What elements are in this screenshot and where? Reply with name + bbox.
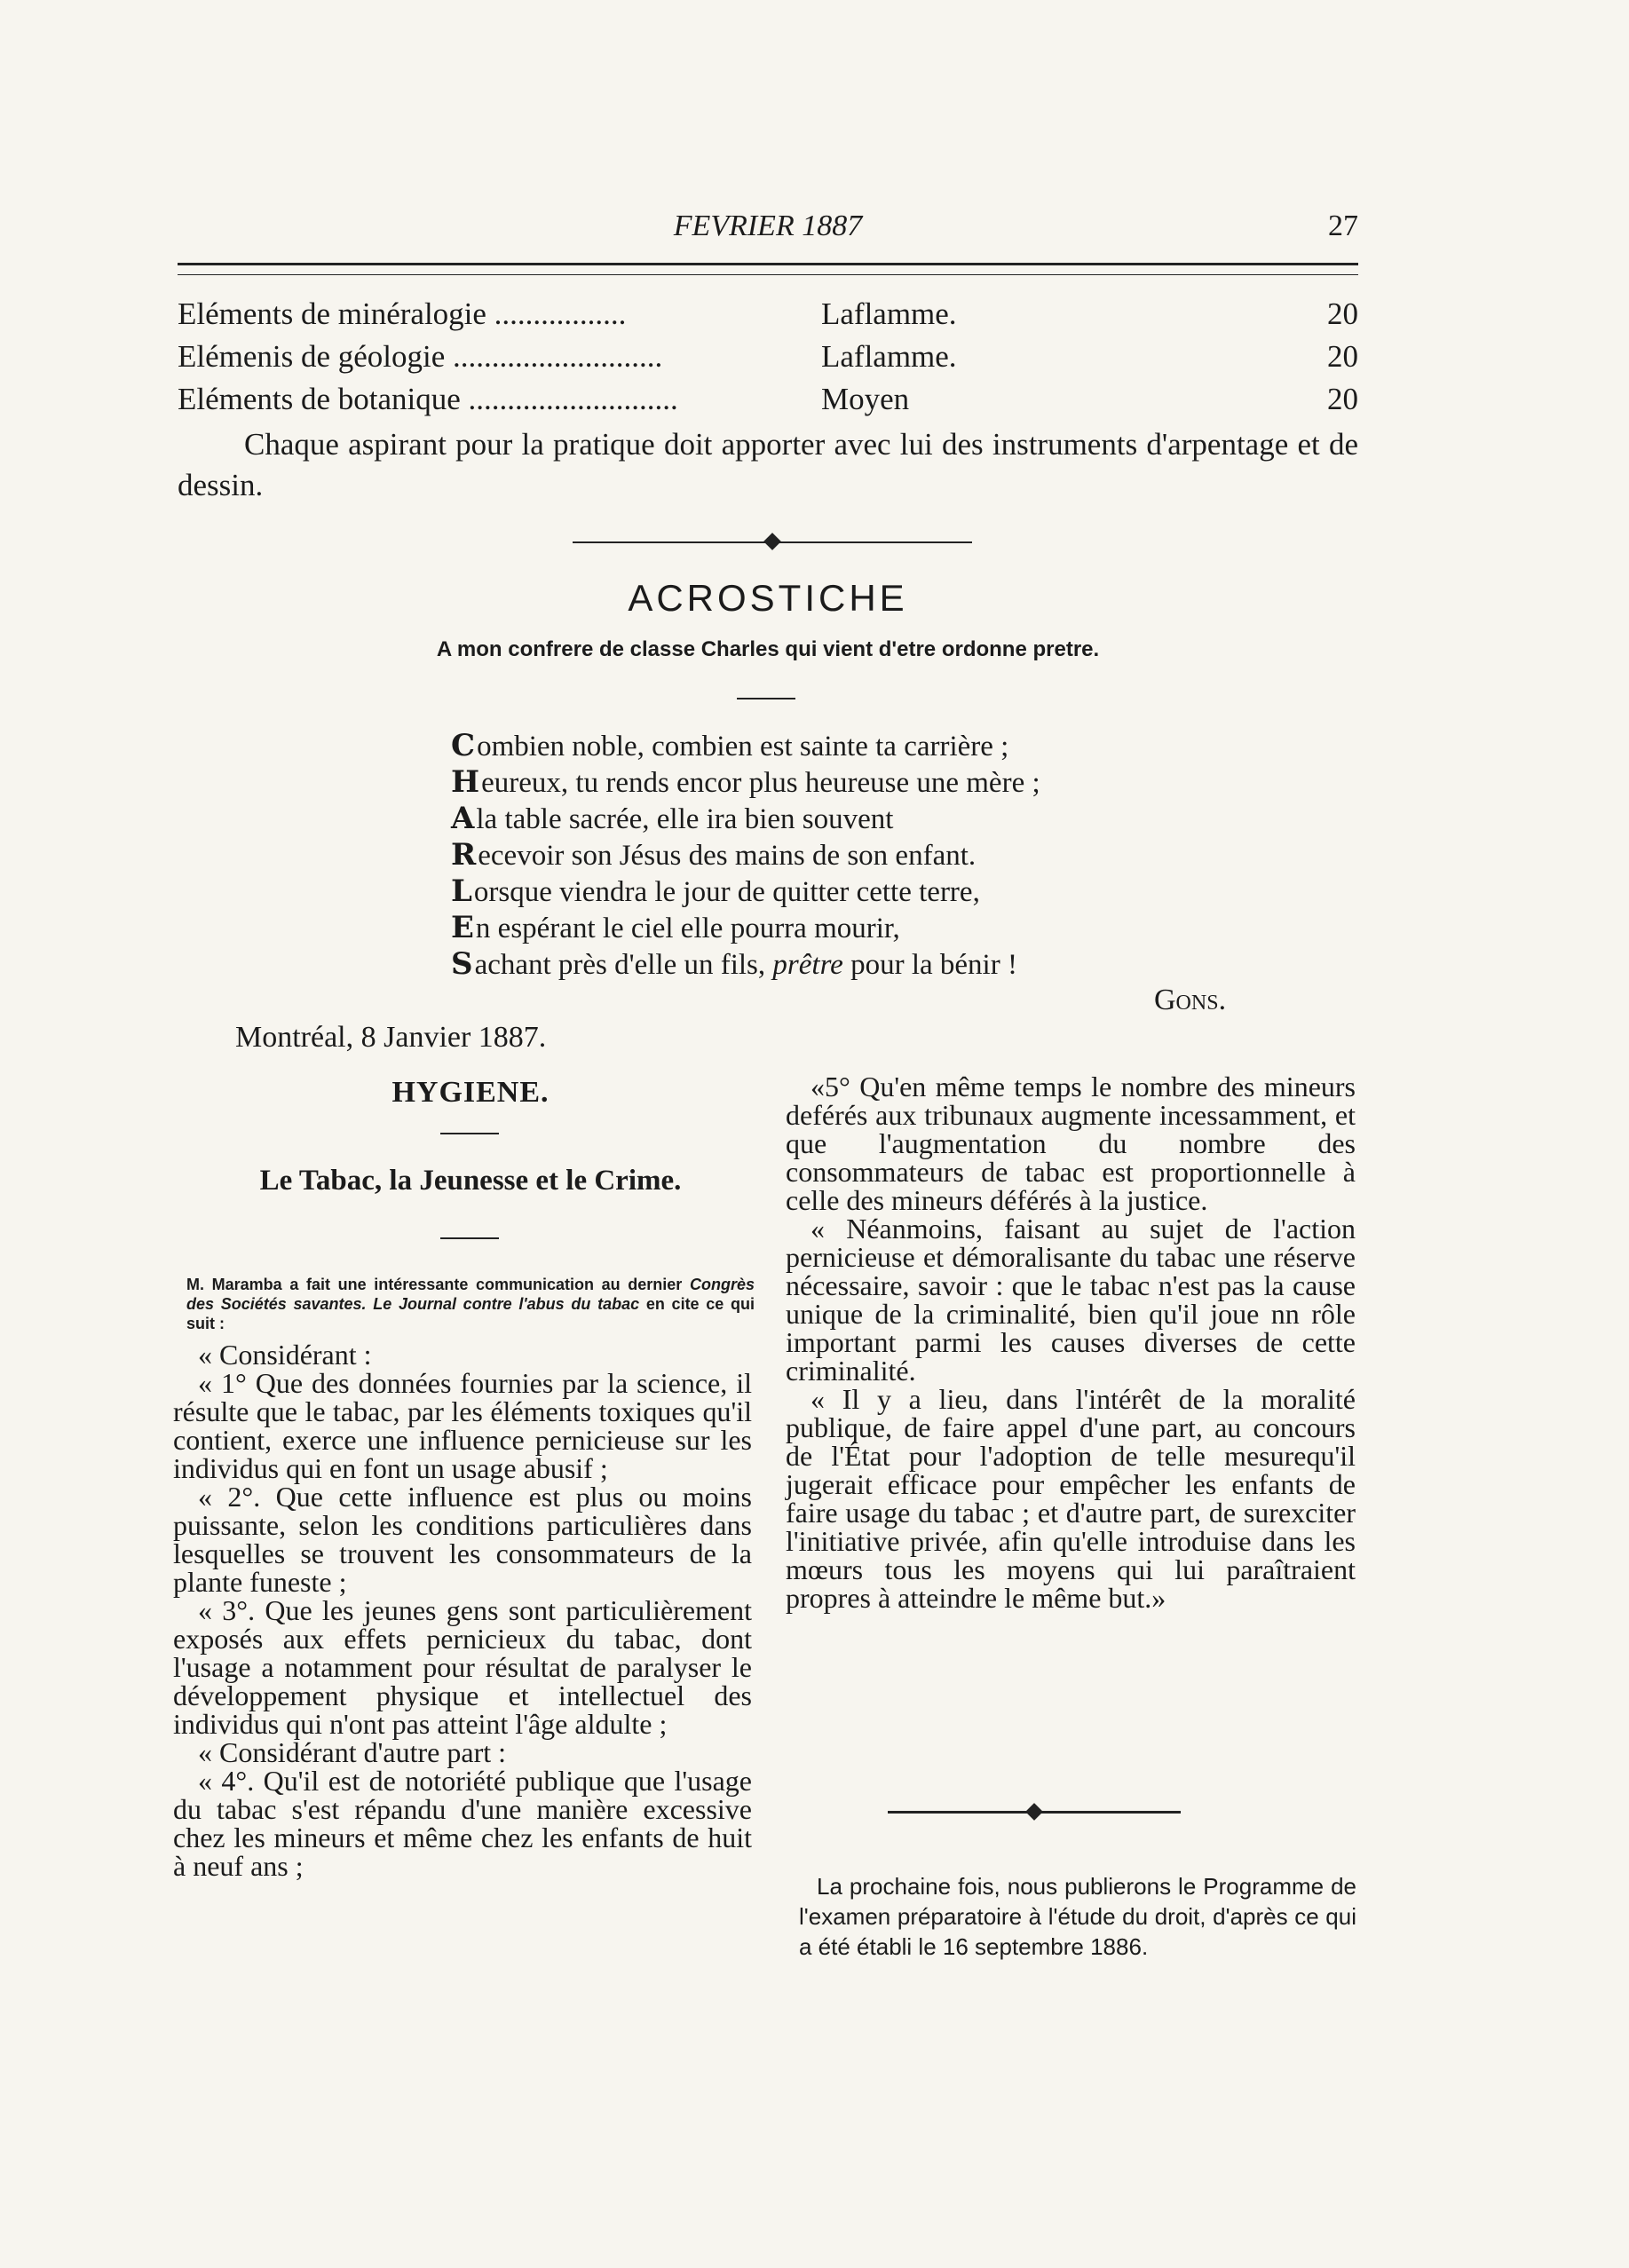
acrostic-title: ACROSTICHE [628, 577, 908, 619]
poem-line-text: la table sacrée, elle ira bien souvent [476, 803, 894, 835]
book-price: 20 [1327, 296, 1358, 331]
book-row [178, 296, 1358, 337]
poem-line-text: orsque viendra le jour de quitter cette terre, [473, 876, 980, 908]
page-header [178, 209, 1358, 254]
poem-line-text: n espérant le ciel elle pourra mourir, [475, 913, 900, 944]
article-paragraph: « Il y a lieu, dans l'intérêt de la moralité publique, de faire appel d'une part, au concours de l'État pour l'adoption de telle mesurequ'il jugerait efficace pour empêcher les enfants de faire usage du tabac ; et d'autre part, de surexciter l'initiative privée, afin qu'elle introduise dans les mœurs tous les moyens qui lui paraîtraient propres à atteindre le même but.» [786, 1383, 1356, 1614]
poem-line [451, 764, 1250, 801]
poem-dateline: Montréal, 8 Janvier 1887. [235, 1021, 547, 1054]
book-title: Eléments de botanique ........................... [178, 382, 678, 416]
poem-line [451, 801, 1250, 837]
poem-line [451, 837, 1250, 873]
announcement-text: La prochaine fois, nous publierons le Programme de l'examen préparatoire à l'étude du droit, d'après ce qui a été établi le 16 septembre 1886. [799, 1873, 1356, 1960]
article-intro [186, 1275, 755, 1333]
ornament-divider [888, 1808, 1181, 1817]
acrostic-initial: S [451, 946, 473, 982]
book-row [178, 339, 1358, 380]
article-paragraph: «5° Qu'en même temps le nombre des mineurs deférés aux tribunaux augmente incessamment, et que l'augmentation du nombre des consommateurs de tabac est proportionnelle à celle des mineurs déférés à la justice. [786, 1071, 1356, 1216]
book-row [178, 382, 1358, 423]
article-paragraph: « Néanmoins, faisant au sujet de l'action pernicieuse et démoralisante du tabac une réserve nécessaire, savoir : que le tabac n'est pas la cause unique de la criminalité, bien qu'il joue nn rôle important parmi les causes diverses de cette criminalité. [786, 1213, 1356, 1387]
emphasized-word: prêtre [772, 949, 843, 981]
article-left-column [173, 1340, 752, 1880]
acrostic-poem [451, 728, 1250, 983]
acrostic-initial: R [451, 837, 477, 873]
acrostic-initial: C [451, 728, 476, 763]
acrostic-initial: A [451, 801, 475, 836]
book-author: Moyen [821, 382, 910, 416]
acrostic-initial: H [451, 764, 480, 800]
header-rule [178, 263, 1358, 275]
article-paragraph: « 2°. Que cette influence est plus ou moins puissante, selon les conditions particulières dans lesquelles se trouvent les consommateurs de la plante funeste ; [173, 1481, 752, 1598]
poem-line-text: achant près d'elle un fils, [474, 949, 766, 981]
short-rule [440, 1237, 499, 1239]
next-issue-announcement [799, 1871, 1356, 1962]
article-paragraph: « Considérant : [198, 1339, 372, 1371]
poem-line [451, 946, 1250, 983]
acrostic-initial: L [451, 873, 472, 909]
article-title: Le Tabac, la Jeunesse et le Crime. [259, 1165, 682, 1197]
intro-italic: Le Journal contre l'abus du tabac [373, 1295, 640, 1313]
intro-text: M. Maramba a fait une intéressante communication au dernier [186, 1276, 683, 1293]
article-paragraph: « 1° Que des données fournies par la science, il résulte que le tabac, par les éléments toxiques qu'il contient, exerce une influence pernicieuse sur les individus qui en font un usage abusif ; [173, 1367, 752, 1484]
section-heading: HYGIENE. [391, 1076, 550, 1109]
instruments-note: Chaque aspirant pour la pratique doit apporter avec lui des instruments d'arpentage et de dessin. [178, 427, 1358, 502]
poem-line-text: pour la bénir ! [850, 949, 1017, 981]
short-rule [737, 698, 795, 699]
article-paragraph: « Considérant d'autre part : [198, 1736, 506, 1768]
poem-line-text: ecevoir son Jésus des mains de son enfant. [478, 840, 977, 872]
ornament-divider [573, 538, 972, 547]
acrostic-initial: E [451, 910, 474, 945]
book-author: Laflamme. [821, 339, 957, 374]
book-price: 20 [1327, 339, 1358, 374]
intro-italic: Congrès des Sociétés savantes. [186, 1276, 755, 1313]
book-title: Elémenis de géologie ........................... [178, 339, 663, 374]
acrostic-dedication: A mon confrere de classe Charles qui vient d'etre ordonne pretre. [436, 637, 1100, 661]
book-price: 20 [1327, 382, 1358, 416]
article-paragraph: « 3°. Que les jeunes gens sont particulièrement exposés aux effets pernicieux du tabac, dont l'usage a notamment pour résultat de paralyser le développement physique et intellectuel des individus qui n'ont pas atteint l'âge aldulte ; [173, 1594, 752, 1740]
poem-line [451, 873, 1250, 910]
intro-text: en cite ce qui suit : [186, 1295, 755, 1332]
poem-line-text: eureux, tu rends encor plus heureuse une mère ; [481, 767, 1040, 799]
book-author: Laflamme. [821, 296, 957, 331]
running-title: FEVRIER 1887 [673, 209, 863, 242]
poem-line [451, 728, 1250, 764]
poem-line [451, 910, 1250, 946]
poem-signature: Gons. [1154, 984, 1227, 1016]
page-number: 27 [1328, 209, 1358, 242]
short-rule [440, 1133, 499, 1134]
book-title: Eléments de minéralogie ................. [178, 296, 627, 331]
article-right-column [786, 1072, 1356, 1612]
poem-line-text: ombien noble, combien est sainte ta carrière ; [477, 731, 1009, 763]
article-paragraph: « 4°. Qu'il est de notoriété publique que l'usage du tabac s'est répandu d'une manière excessive chez les mineurs et même chez les enfants de huit à neuf ans ; [173, 1765, 752, 1882]
